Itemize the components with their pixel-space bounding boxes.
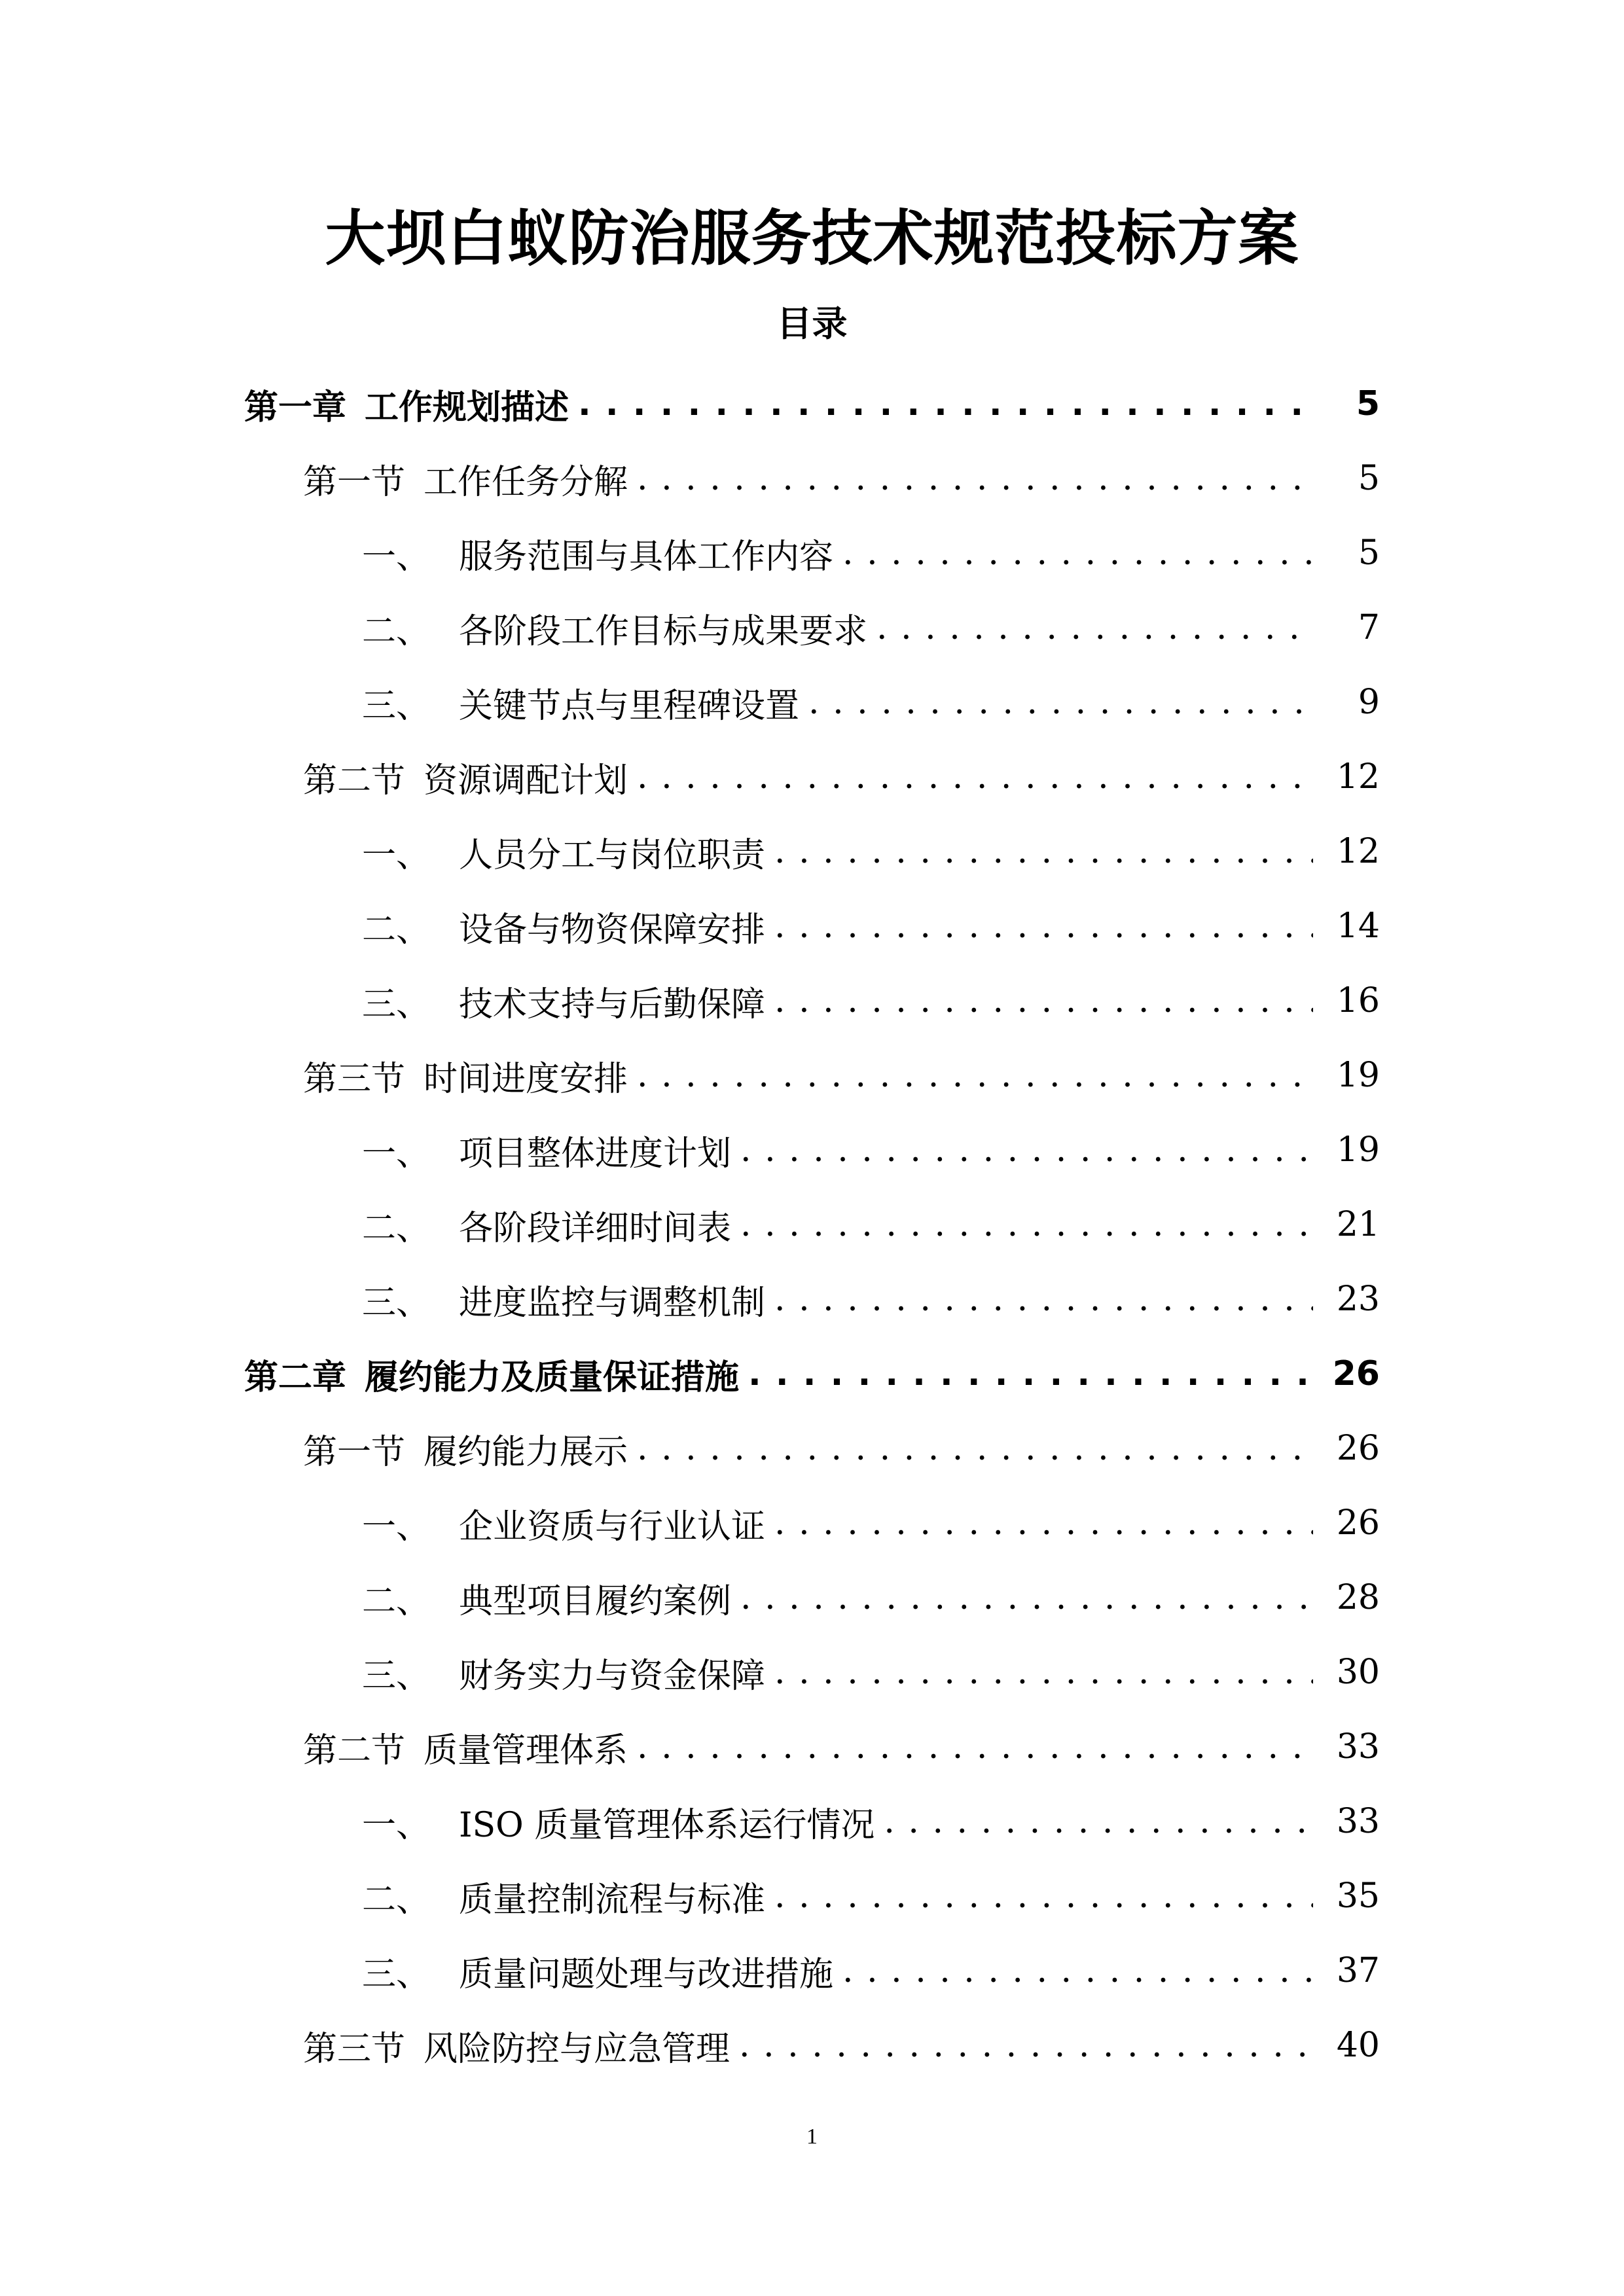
toc-entry-page: 19 [1336,1056,1380,1095]
toc-entry[interactable] [0,1411,1624,1486]
toc-entry-number: 二、 [362,1208,431,1248]
toc-entry-page: 5 [1358,459,1380,498]
toc-entry-page: 19 [1336,1130,1380,1170]
toc-entry-number: 一、 [362,537,431,577]
toc-entry-title: 时间进度安排 [424,1059,628,1099]
toc-entry-page: 5 [1356,384,1380,423]
toc-entry[interactable] [0,814,1624,889]
toc-entry[interactable] [0,889,1624,963]
toc-entry-number: 第二章 [244,1357,347,1397]
toc-entry-page: 14 [1336,906,1380,946]
toc-dot-leader [774,903,1313,949]
toc-entry[interactable] [0,516,1624,590]
toc-dot-leader [748,1351,1313,1397]
toc-entry-title: 人员分工与岗位职责 [459,835,766,875]
toc-entry-title: 风险防控与应急管理 [424,2029,731,2069]
toc-entry[interactable] [0,441,1624,516]
toc-entry-number: 二、 [362,910,431,950]
toc-entry[interactable] [0,1859,1624,1933]
toc-dot-leader [774,829,1313,874]
toc-entry-title: 进度监控与调整机制 [459,1283,766,1323]
toc-dot-leader [808,679,1313,725]
toc-entry-title: 履约能力展示 [424,1432,628,1472]
toc-entry-number: 第一节 [303,1432,406,1472]
toc-entry-number: 第二节 [303,761,406,800]
toc-dot-leader [637,754,1313,800]
toc-entry-title: 工作规划描述 [365,387,569,427]
toc-entry[interactable] [0,1187,1624,1262]
toc-entry-title: 财务实力与资金保障 [459,1656,766,1696]
toc-entry[interactable] [0,1784,1624,1859]
toc-entry[interactable] [0,1710,1624,1784]
toc-dot-leader [774,1649,1313,1695]
toc-entry-page: 26 [1332,1354,1380,1393]
toc-entry-number: 一、 [362,1507,431,1547]
toc-dot-leader [637,456,1313,501]
toc-entry[interactable] [0,963,1624,1038]
toc-dot-leader [774,1873,1313,1919]
toc-entry-title: ISO 质量管理体系运行情况 [459,1805,875,1845]
toc-entry-title: 关键节点与里程碑设置 [459,686,800,726]
toc-entry-page: 28 [1336,1578,1380,1617]
toc-entry-title: 技术支持与后勤保障 [459,984,766,1024]
toc-entry[interactable] [0,2008,1624,2083]
toc-entry[interactable] [0,367,1624,441]
toc-entry-number: 第二节 [303,1731,406,1770]
toc-entry-number: 三、 [362,984,431,1024]
toc-entry-page: 33 [1336,1727,1380,1767]
toc-entry[interactable] [0,1560,1624,1635]
toc-entry-page: 9 [1358,683,1380,722]
toc-entry-title: 企业资质与行业认证 [459,1507,766,1547]
toc-entry-page: 16 [1336,981,1380,1020]
toc-entry[interactable] [0,1933,1624,2008]
toc-entry-title: 资源调配计划 [424,761,628,800]
toc-entry[interactable] [0,1635,1624,1710]
toc-entry-page: 26 [1336,1429,1380,1468]
toc-dot-leader [774,1276,1313,1322]
toc-entry[interactable] [0,1262,1624,1336]
toc-entry-title: 工作任务分解 [424,462,628,502]
toc-entry[interactable] [0,1113,1624,1187]
toc-entry-number: 第一节 [303,462,406,502]
toc-entry-title: 履约能力及质量保证措施 [365,1357,740,1397]
toc-entry-page: 26 [1336,1503,1380,1543]
toc-dot-leader [637,1724,1313,1770]
toc-entry-title: 服务范围与具体工作内容 [459,537,834,577]
toc-dot-leader [842,530,1313,576]
toc-dot-leader [637,1426,1313,1471]
toc-entry-page: 30 [1336,1653,1380,1692]
toc-dot-leader [740,1575,1313,1621]
toc-entry-title: 设备与物资保障安排 [459,910,766,950]
toc-entry-number: 二、 [362,611,431,651]
toc-dot-leader [884,1799,1313,1844]
toc-entry-title: 质量问题处理与改进措施 [459,1954,834,1994]
toc-entry-number: 一、 [362,1134,431,1174]
toc-dot-leader [876,605,1313,651]
toc-entry-page: 12 [1336,757,1380,797]
toc-entry-number: 三、 [362,1656,431,1696]
toc-entry-number: 一、 [362,835,431,875]
toc-dot-leader [740,1127,1313,1173]
toc-entry-title: 各阶段详细时间表 [459,1208,732,1248]
toc-entry-number: 一、 [362,1805,431,1845]
toc-dot-leader [637,1052,1313,1098]
toc-entry-number: 第三节 [303,2029,406,2069]
toc-entry-title: 质量管理体系 [424,1731,628,1770]
toc-entry-title: 各阶段工作目标与成果要求 [459,611,868,651]
toc-dot-leader [578,381,1313,427]
toc-heading: 目录 [776,303,848,344]
toc-dot-leader [740,1202,1313,1247]
toc-dot-leader [774,1500,1313,1546]
toc-entry-number: 第一章 [244,387,347,427]
document-title: 大坝白蚁防治服务技术规范投标方案 [325,204,1299,274]
toc-entry-page: 37 [1336,1951,1380,1990]
toc-dot-leader [739,2022,1313,2068]
toc-entry[interactable] [0,665,1624,740]
toc-entry-number: 第三节 [303,1059,406,1099]
toc-entry-page: 35 [1336,1876,1380,1916]
toc-entry-number: 二、 [362,1581,431,1621]
toc-entry-title: 质量控制流程与标准 [459,1880,766,1920]
page-number: 1 [806,2125,818,2149]
toc-entry-page: 40 [1336,2026,1380,2065]
toc-entry[interactable] [0,1038,1624,1113]
toc-entry-page: 23 [1336,1280,1380,1319]
table-of-contents [0,367,1624,2083]
toc-entry[interactable] [0,1486,1624,1560]
toc-entry-page: 12 [1336,832,1380,871]
toc-dot-leader [842,1948,1313,1994]
toc-dot-leader [774,978,1313,1024]
toc-entry-page: 33 [1336,1802,1380,1841]
toc-entry[interactable] [0,1336,1624,1411]
toc-entry-page: 21 [1336,1205,1380,1244]
toc-entry-page: 7 [1358,608,1380,647]
toc-entry-number: 三、 [362,1283,431,1323]
toc-entry-title: 项目整体进度计划 [459,1134,732,1174]
toc-entry-page: 5 [1358,533,1380,573]
toc-entry-title: 典型项目履约案例 [459,1581,732,1621]
toc-entry-number: 二、 [362,1880,431,1920]
toc-entry-number: 三、 [362,1954,431,1994]
toc-entry-number: 三、 [362,686,431,726]
toc-entry[interactable] [0,740,1624,814]
toc-entry[interactable] [0,590,1624,665]
